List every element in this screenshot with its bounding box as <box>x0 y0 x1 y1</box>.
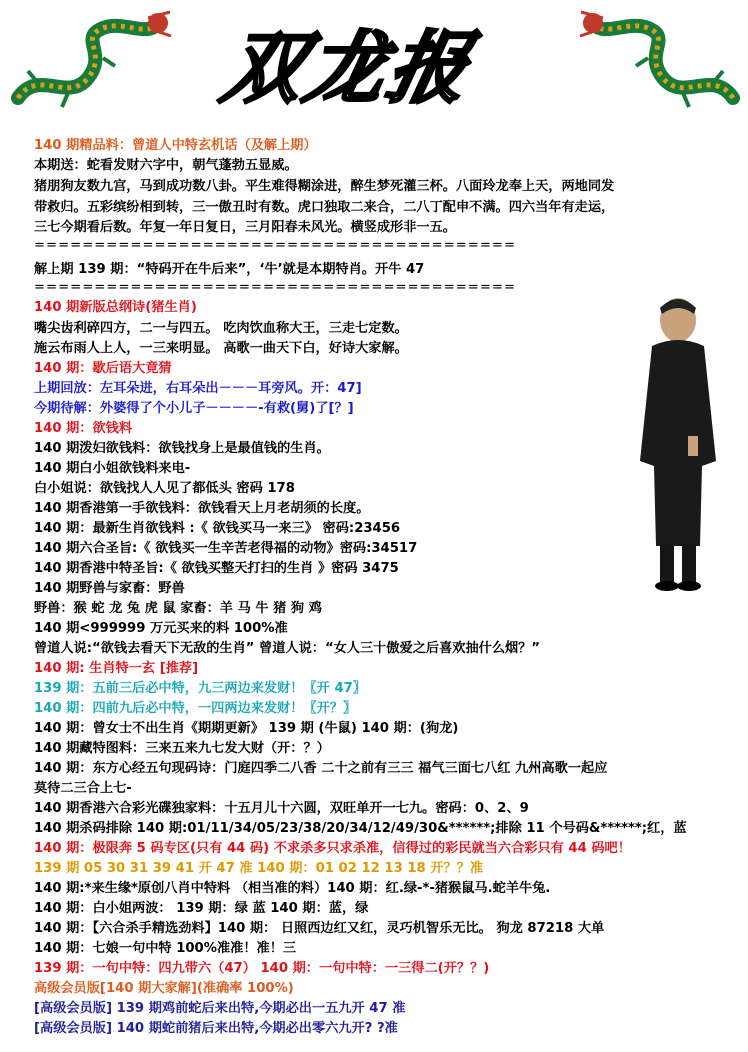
dragon-right-icon <box>578 8 743 118</box>
header <box>0 0 748 130</box>
text-line: 嘴尖齿利碎四方，二一与四五。 吃肉饮血称大王，三走七定数。 <box>34 321 408 336</box>
text-line: 140 期杀码排除 140 期:01/11/34/05/23/38/20/34/12/49/30&******;排除 11 个号码&******;红，蓝 <box>34 821 687 836</box>
text-line: 今期待解：外婆得了个小儿子－－－－-有救(舅)了[？] <box>34 401 354 416</box>
text-line: [高级会员版] 139 期鸡前蛇后来出特,今期必出一五九开 47 准 <box>34 1001 406 1016</box>
section-heading: 140 期：歇后语大竟猜 <box>34 361 172 376</box>
text-line: 140 期香港中特圣旨:《 欲钱买整天打扫的生肖 》密码 3475 <box>34 561 399 576</box>
text-line: 带救归。五彩缤纷相到转，三一傲丑时有数。虎口独取二来合，二八丁配申不满。四六当年有走运， <box>34 200 615 215</box>
text-line: 140 期白小姐欲钱料来电- <box>34 461 191 476</box>
text-line: 140 期<999999 万元买来的料 100%准 <box>34 621 288 636</box>
text-line: [高级会员版] 140 期蛇前猪后来出特,今期必出零六九开? ?准 <box>34 1021 398 1036</box>
text-line: 三七今期看后数。年复一年日复日，三月阳春未风光。横竖成形非一五。 <box>34 220 456 235</box>
text-line: 猪朋狗友数九宫，马到成功数八卦。平生难得糊涂进，醉生梦死灌三杯。八面玲龙奉上天，两地同发 <box>34 179 615 194</box>
page-title: 双龙报 <box>215 23 481 114</box>
text-line: 140 期香港第一手欲钱料：欲钱看天上月老胡须的长度。 <box>34 501 370 516</box>
text-line: 140 期：白小姐两波： 139 期：绿 蓝 140 期：蓝，绿 <box>34 901 369 916</box>
section-heading: 140 期: 生肖特一玄 [推荐] <box>34 661 199 676</box>
text-line: 140 期：七娘一句中特 100%准准！准！三 <box>34 941 297 956</box>
text-line: 140 期：极限奔 5 码专区(只有 44 码) 不求杀多只求杀准，信得过的彩民就当六合彩只有 44 码吧！ <box>34 841 631 856</box>
text-line: 139 期：一句中特：四九带六（47） 140 期：一句中特：一三得二(开？？) <box>34 961 490 976</box>
text-line: 白小姐说：欲钱找人人见了都低头 密码 178 <box>34 481 295 496</box>
text-line: 140 期:*来生缘*原创八肖中特料 （相当准的料）140 期：红.绿-*-猪猴鼠马.蛇羊牛兔. <box>34 881 551 896</box>
person-figure-icon <box>630 286 730 596</box>
section-heading: 140 期新版总纲诗(猪生肖) <box>34 300 197 315</box>
text-line: 140 期六合圣旨:《 欲钱买一生辛苦老得福的动物》密码:34517 <box>34 541 418 556</box>
text-line: 140 期精品料：曾道人中特玄机话（及解上期） <box>34 138 317 153</box>
text-line: 140 期：【六合杀手精选劲料】140 期： 日照西边红又红，灵巧机智乐无比。 狗龙 87218 大单 <box>34 921 605 936</box>
text-line: 上期回放：左耳朵进，右耳朵出－－－耳旁风。开：47] <box>34 381 362 396</box>
text-line: 140 期泼妇欲钱料：欲钱找身上是最值钱的生肖。 <box>34 441 330 456</box>
text-line: 施云布雨人上人，一三来明显。 高歌一曲天下白，好诗大家解。 <box>34 341 408 356</box>
text-line: 高级会员版[140 期大家解](准确率 100%) <box>34 981 294 996</box>
text-line: 曾道人说:“欲钱去看天下无敌的生肖” 曾道人说：“女人三十傲爱之后喜欢抽什么烟？” <box>34 641 541 656</box>
text-line: 140 期香港六合彩光碟独家料：十五月儿十六圆，双旺单开一七九。密码：0、2、9 <box>34 801 529 816</box>
text-line: 140 期：曾女士不出生肖《期期更新》 139 期 (牛鼠) 140 期：(狗龙) <box>34 721 459 736</box>
text-line: 本期送：蛇看发财六字中，朝气蓬勃五显威。 <box>34 158 298 173</box>
text-line: 莫待二三合上七- <box>34 781 132 796</box>
text-line: 解上期 139 期：“特码开在牛后来”，‘牛’就是本期特肖。开牛 47 <box>34 262 425 277</box>
section-heading: 140 期：欲钱料 <box>34 421 133 436</box>
text-line: 140 期藏特图料：三来五来九七发大财（开：？） <box>34 741 330 756</box>
dragon-left-icon <box>8 8 173 118</box>
text-line: 140 期：最新生肖欲钱料 :《 欲钱买马一来三》 密码:23456 <box>34 521 401 536</box>
text-line: 139 期 05 30 31 39 41 开 47 准 140 期：01 02 12 13 18 开？？准 <box>34 861 484 876</box>
text-line: 139 期：五前三后必中特，九三两边来发财！〖开 47〗 <box>34 681 366 696</box>
text-line: 140 期：四前九后必中特，一四两边来发财！〖开？〗 <box>34 701 357 716</box>
text-line: 野兽：猴 蛇 龙 兔 虎 鼠 家畜：羊 马 牛 猪 狗 鸡 <box>34 601 322 616</box>
separator: ======================================== <box>34 238 516 253</box>
text-line: 140 期野兽与家畜：野兽 <box>34 581 185 596</box>
text-line: 140 期：东方心经五句现码诗：门庭四季二八香 二十之前有三三 福气三面七八红 九州高歌一起应 <box>34 761 608 776</box>
separator: ======================================== <box>34 280 516 295</box>
